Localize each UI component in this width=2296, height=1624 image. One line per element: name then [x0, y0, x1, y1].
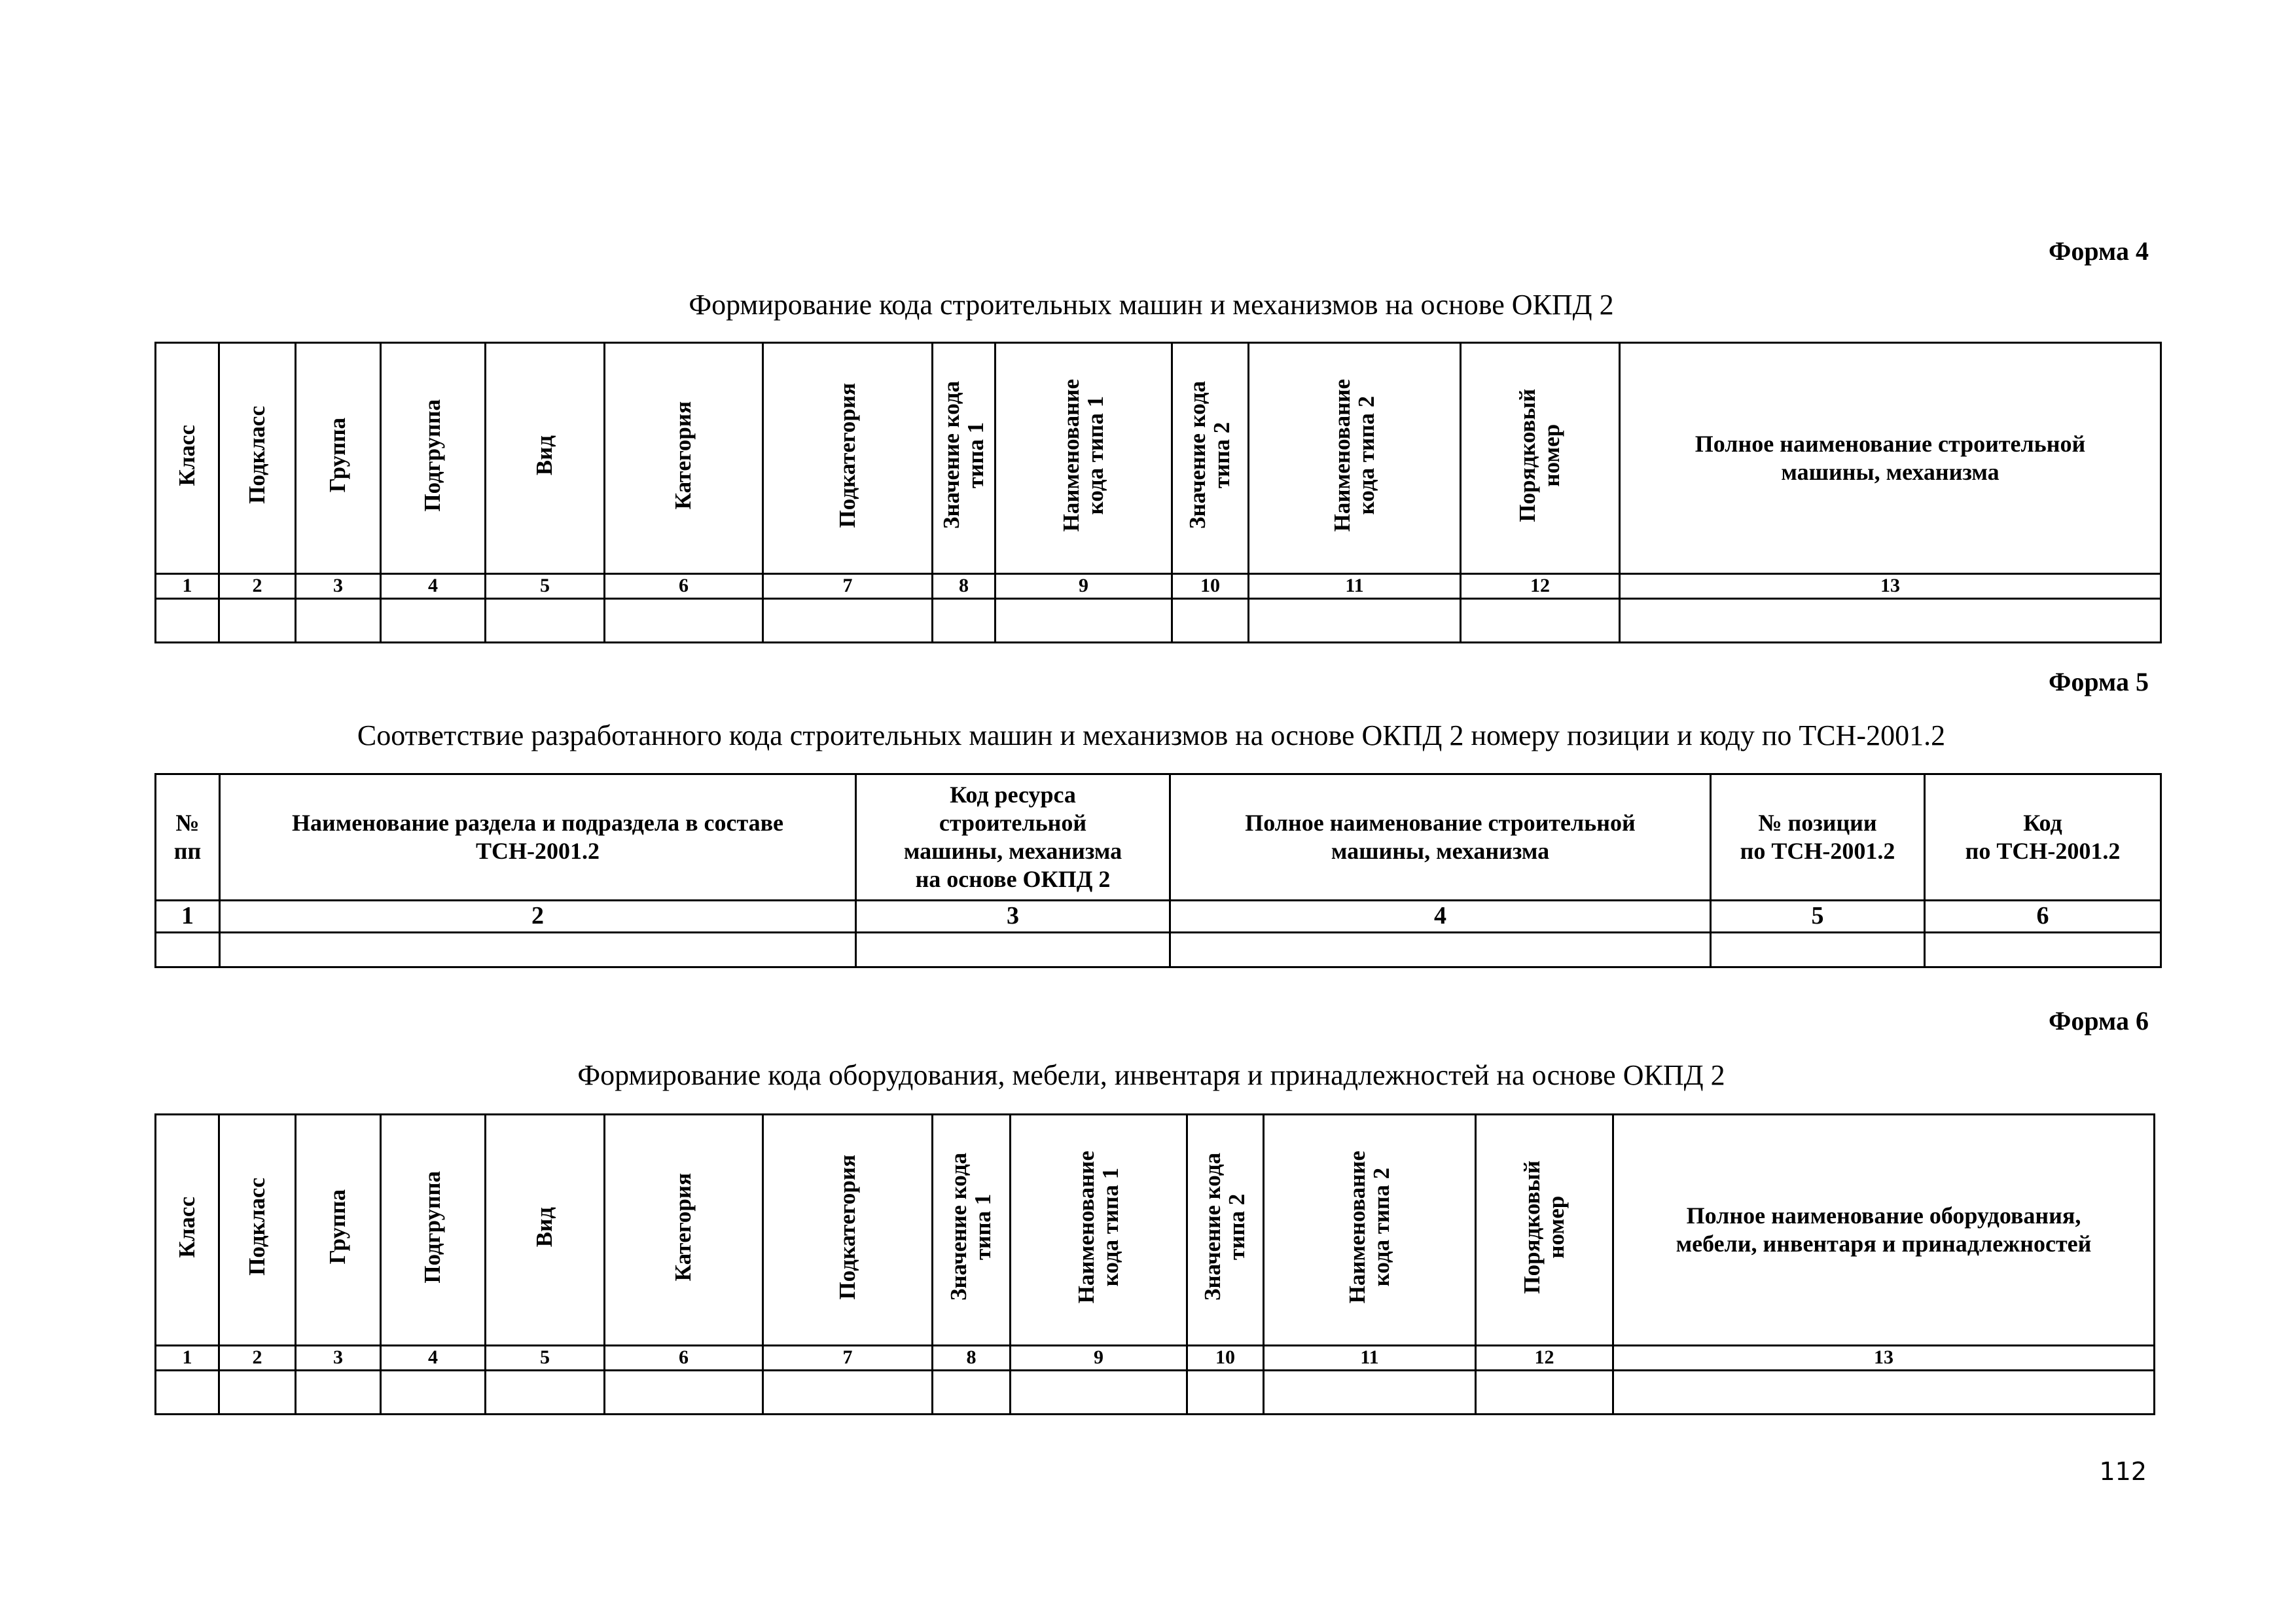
form5-table	[154, 773, 2162, 968]
form6-col-header: Подкатегория	[763, 1115, 933, 1346]
form4-col-number: 8	[933, 574, 996, 599]
form4-col-header: Значение кода типа 2	[1172, 343, 1249, 574]
form6-title: Формирование кода оборудования, мебели, инвентаря и принадлежностей на основе ОКПД 2	[577, 1059, 1725, 1091]
form4-col-header: Подгруппа	[381, 343, 486, 574]
form4-empty-cell	[381, 599, 486, 643]
form4-col-header: Вид	[486, 343, 605, 574]
form4-col-number: 1	[156, 574, 219, 599]
form5-empty-cell	[1711, 933, 1925, 967]
form6-col-header: Значение кода типа 1	[933, 1115, 1011, 1346]
form5-empty-cell	[1170, 933, 1711, 967]
form6-empty-cell	[486, 1371, 605, 1415]
form4-col-number: 4	[381, 574, 486, 599]
form6-col-header: Подкласс	[219, 1115, 296, 1346]
form4-col-number: 2	[219, 574, 296, 599]
form4-table	[154, 342, 2162, 643]
form4-col-header: Подкласс	[219, 343, 296, 574]
form6-empty-cell	[605, 1371, 763, 1415]
form4-col-number: 3	[296, 574, 381, 599]
form4-empty-cell	[156, 599, 219, 643]
form5-number-row	[156, 901, 2161, 933]
form6-col-number: 10	[1187, 1346, 1264, 1371]
form4-col-number: 13	[1620, 574, 2161, 599]
form6-col-header: Группа	[296, 1115, 381, 1346]
form5-empty-cell	[220, 933, 856, 967]
form6-empty-row	[156, 1371, 2155, 1415]
form6-col-number: 7	[763, 1346, 933, 1371]
form6-col-number: 2	[219, 1346, 296, 1371]
form5-label: Форма 5	[2049, 667, 2149, 696]
form6-col-number: 12	[1476, 1346, 1613, 1371]
form4-col-number: 6	[605, 574, 763, 599]
form4-empty-row	[156, 599, 2161, 643]
form4-empty-cell	[1249, 599, 1461, 643]
form4-empty-cell	[1172, 599, 1249, 643]
form6-col-number: 5	[486, 1346, 605, 1371]
form6-header-row	[156, 1115, 2155, 1346]
form6-col-number: 3	[296, 1346, 381, 1371]
form4-empty-cell	[219, 599, 296, 643]
form5-empty-row	[156, 933, 2161, 967]
form4-col-header: Порядковый номер	[1461, 343, 1620, 574]
form5-col-number: 5	[1711, 901, 1925, 933]
form6-col-header: Класс	[156, 1115, 219, 1346]
form5-col-header: Код ресурса строительной машины, механизма на основе ОКПД 2	[856, 774, 1170, 901]
page-number: 112	[2099, 1457, 2147, 1486]
form5-col-header: Полное наименование строительной машины, механизма	[1170, 774, 1711, 901]
form4-empty-cell	[486, 599, 605, 643]
form4-empty-cell	[763, 599, 933, 643]
form4-col-number: 10	[1172, 574, 1249, 599]
form6-empty-cell	[1264, 1371, 1476, 1415]
form6-empty-cell	[1476, 1371, 1613, 1415]
form4-col-number: 7	[763, 574, 933, 599]
form5-col-number: 4	[1170, 901, 1711, 933]
form6-col-number: 8	[933, 1346, 1011, 1371]
form6-empty-cell	[1613, 1371, 2155, 1415]
form4-col-number: 11	[1249, 574, 1461, 599]
form4-empty-cell	[1461, 599, 1620, 643]
form6-empty-cell	[1187, 1371, 1264, 1415]
form5-header-row	[156, 774, 2161, 901]
form4-col-header: Подкатегория	[763, 343, 933, 574]
form6-col-number: 13	[1613, 1346, 2155, 1371]
form5-col-number: 3	[856, 901, 1170, 933]
form6-col-header: Наименование кода типа 1	[1011, 1115, 1187, 1346]
form5-empty-cell	[156, 933, 220, 967]
form5-col-header: № позиции по ТСН-2001.2	[1711, 774, 1925, 901]
form6-col-header: Полное наименование оборудования, мебели, инвентаря и принадлежностей	[1613, 1115, 2155, 1346]
form4-title: Формирование кода строительных машин и механизмов на основе ОКПД 2	[689, 289, 1614, 321]
form6-col-header: Вид	[486, 1115, 605, 1346]
form4-col-header: Полное наименование строительной машины, механизма	[1620, 343, 2161, 574]
form4-col-header: Наименование кода типа 1	[996, 343, 1172, 574]
form6-col-number: 6	[605, 1346, 763, 1371]
form4-col-header: Значение кода типа 1	[933, 343, 996, 574]
form4-empty-cell	[996, 599, 1172, 643]
form4-col-header: Категория	[605, 343, 763, 574]
form6-col-header: Категория	[605, 1115, 763, 1346]
form6-col-header: Подгруппа	[381, 1115, 486, 1346]
form4-number-row	[156, 574, 2161, 599]
form4-col-header: Группа	[296, 343, 381, 574]
form5-col-number: 6	[1925, 901, 2161, 933]
form6-empty-cell	[763, 1371, 933, 1415]
form6-empty-cell	[156, 1371, 219, 1415]
form5-title: Соответствие разработанного кода строительных машин и механизмов на основе ОКПД 2 номеру позиции и коду по ТСН-2001.2	[357, 719, 1946, 751]
form6-empty-cell	[219, 1371, 296, 1415]
form4-empty-cell	[605, 599, 763, 643]
form4-col-header: Класс	[156, 343, 219, 574]
form4-empty-cell	[933, 599, 996, 643]
form6-col-number: 11	[1264, 1346, 1476, 1371]
form4-col-header: Наименование кода типа 2	[1249, 343, 1461, 574]
form6-col-header: Наименование кода типа 2	[1264, 1115, 1476, 1346]
form5-col-number: 1	[156, 901, 220, 933]
form6-label: Форма 6	[2049, 1006, 2149, 1036]
form4-col-number: 5	[486, 574, 605, 599]
form4-col-number: 12	[1461, 574, 1620, 599]
form6-empty-cell	[1011, 1371, 1187, 1415]
form6-empty-cell	[933, 1371, 1011, 1415]
form6-col-header: Порядковый номер	[1476, 1115, 1613, 1346]
form4-empty-cell	[296, 599, 381, 643]
form6-table	[154, 1113, 2155, 1415]
form6-empty-cell	[296, 1371, 381, 1415]
form6-number-row	[156, 1346, 2155, 1371]
form4-label: Форма 4	[2049, 236, 2149, 266]
form4-empty-cell	[1620, 599, 2161, 643]
form4-header-row	[156, 343, 2161, 574]
form4-col-number: 9	[996, 574, 1172, 599]
form6-empty-cell	[381, 1371, 486, 1415]
form5-col-number: 2	[220, 901, 856, 933]
form6-col-number: 4	[381, 1346, 486, 1371]
form6-col-header: Значение кода типа 2	[1187, 1115, 1264, 1346]
form5-empty-cell	[856, 933, 1170, 967]
form6-col-number: 1	[156, 1346, 219, 1371]
form6-col-number: 9	[1011, 1346, 1187, 1371]
form5-col-header: № пп	[156, 774, 220, 901]
form5-col-header: Наименование раздела и подраздела в составе ТСН-2001.2	[220, 774, 856, 901]
form5-empty-cell	[1925, 933, 2161, 967]
form5-col-header: Код по ТСН-2001.2	[1925, 774, 2161, 901]
